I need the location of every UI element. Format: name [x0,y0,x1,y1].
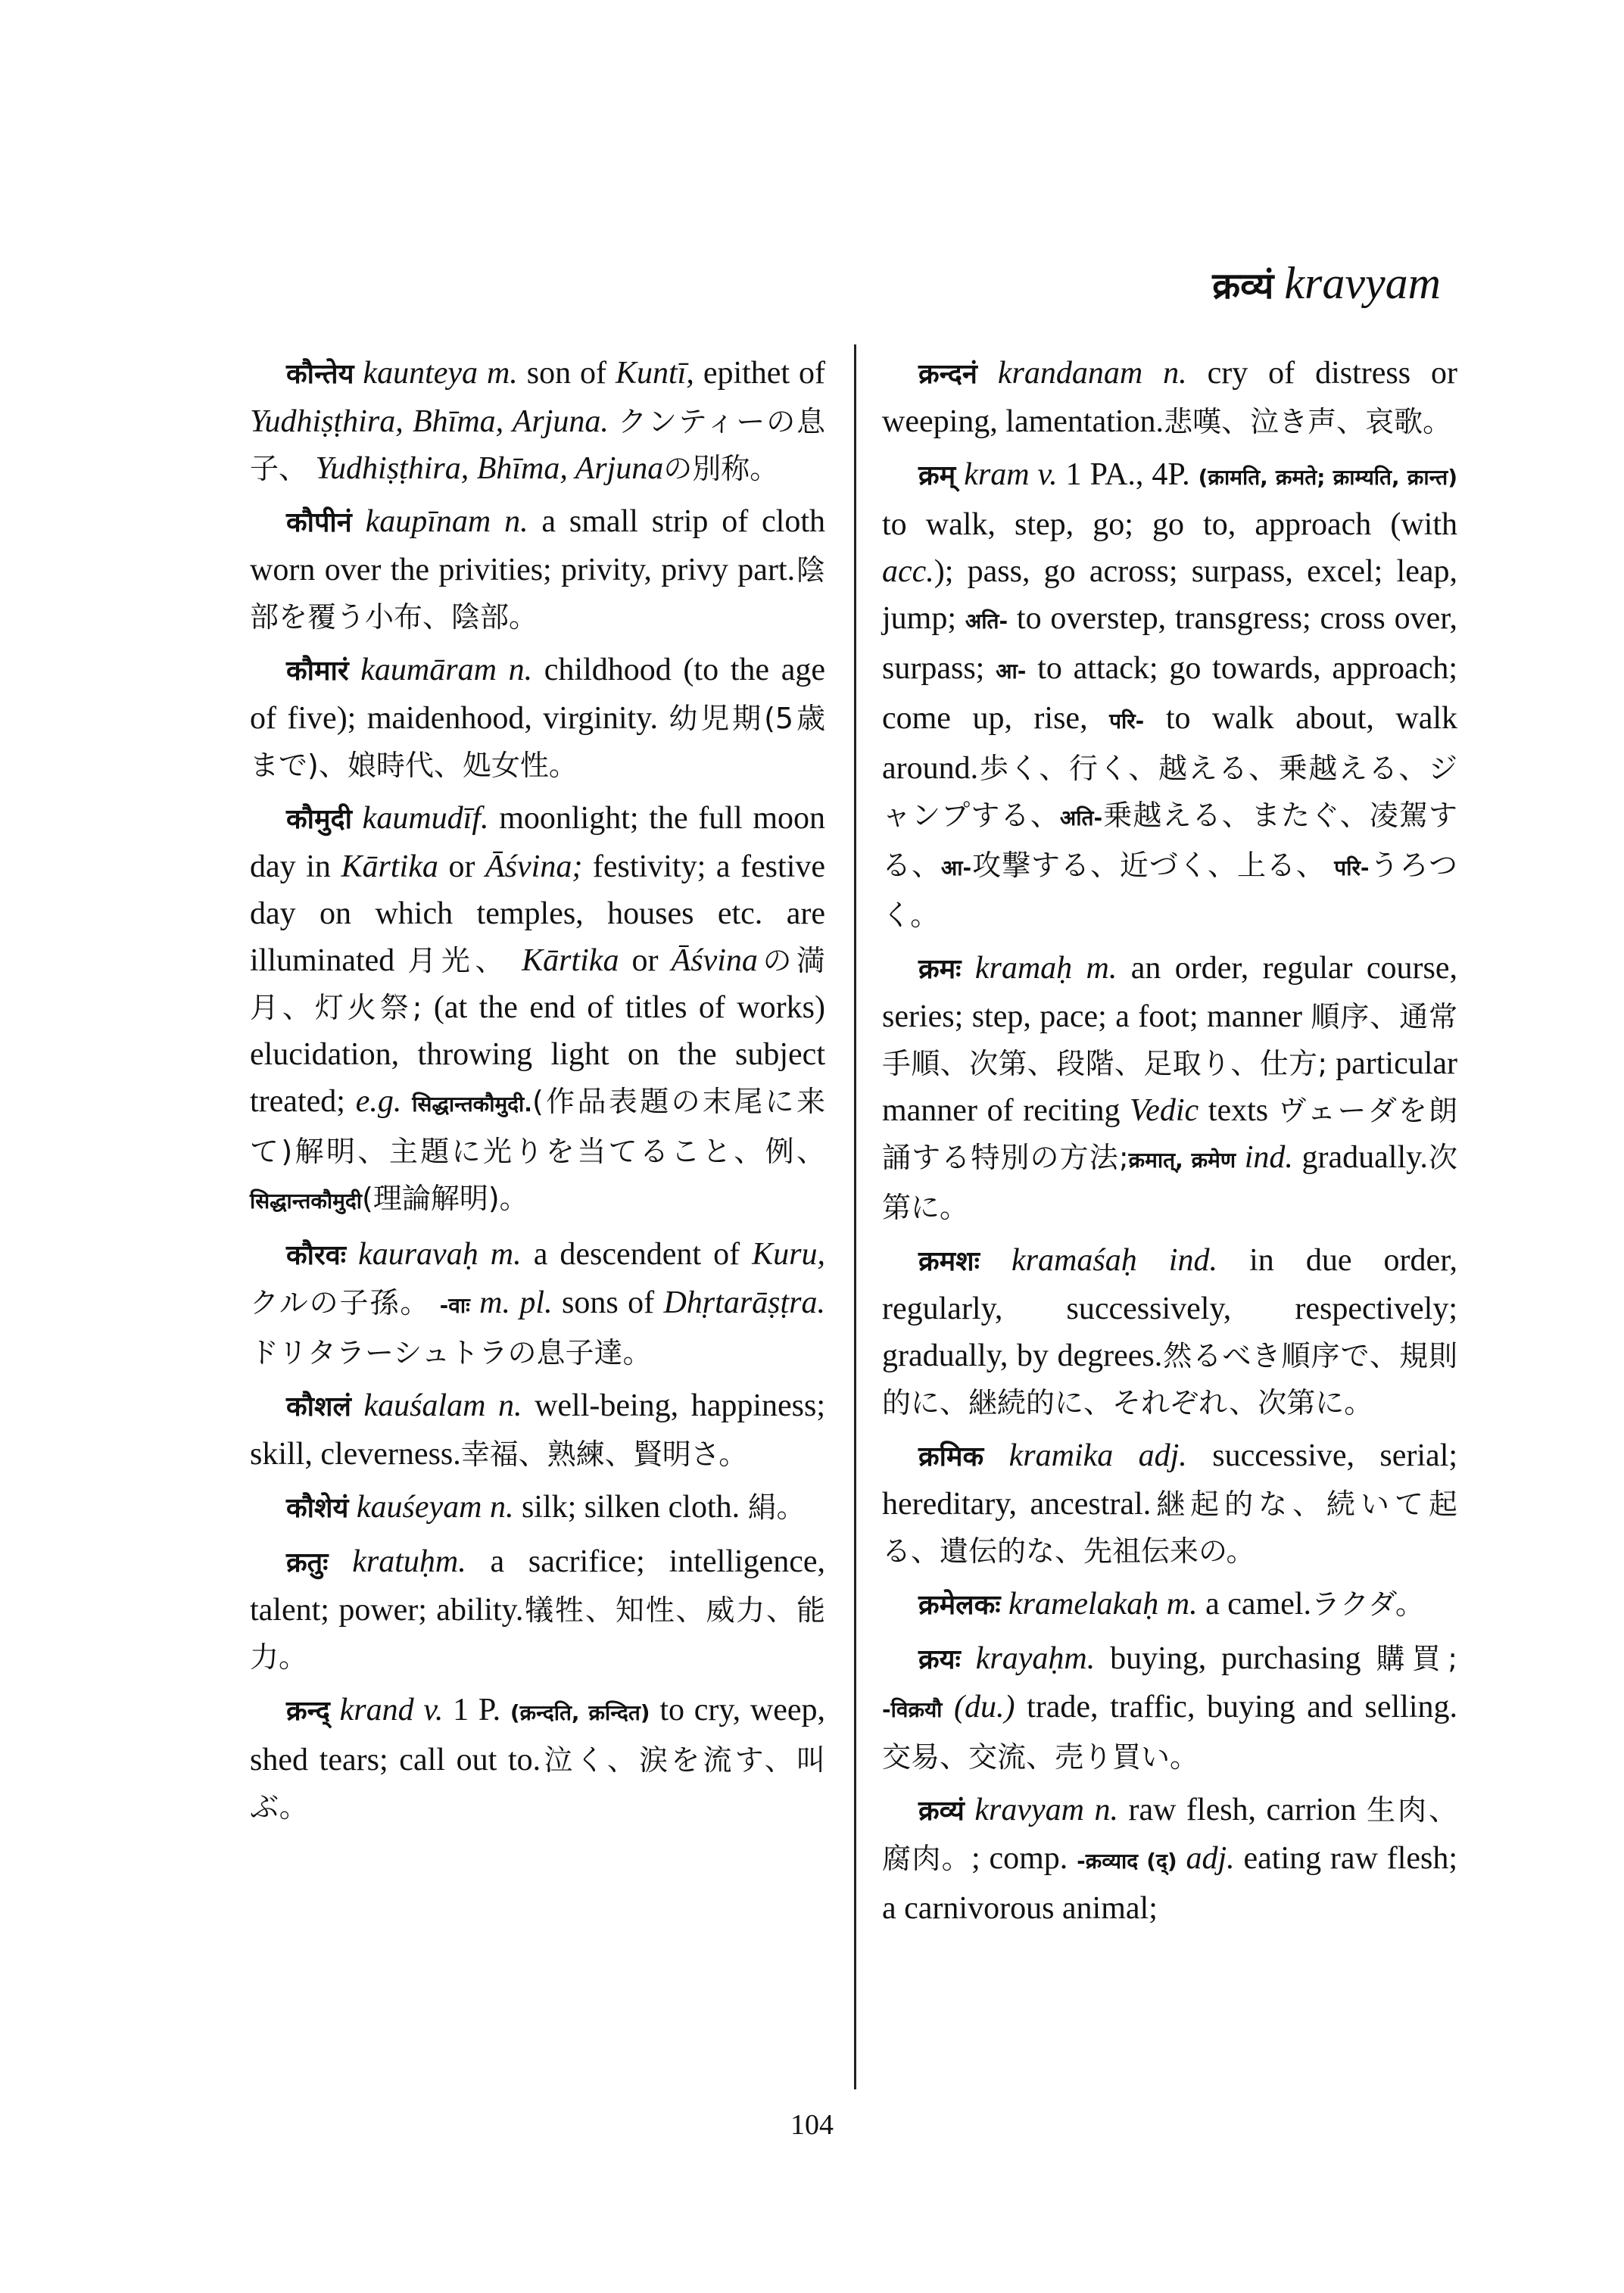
headword-devanagari: कौपीनं [286,507,352,538]
japanese-gloss: 泣く、涙を流す、叫ぶ。 [250,1743,825,1824]
headword-devanagari: क्रमेलकः [918,1590,1001,1621]
japanese-gloss: の別称。 [663,452,779,485]
japanese-gloss: 歩く、行く、越える、乗越える、ジャンプする、 [882,752,1457,832]
part-of-speech: n. [508,653,533,687]
entry-kravyam [882,1787,1457,1932]
headword-devanagari: कौमारं [286,656,349,687]
japanese-gloss: クンティーの息子、 [250,405,826,485]
devanagari-compound: -क्रव्याद (द्) [1077,1849,1177,1874]
entry-kausalam [250,1382,825,1478]
devanagari-prefix: आ- [940,855,972,880]
definition: a camel. [1205,1587,1312,1622]
headword-devanagari: कौशेयं [286,1493,349,1524]
headword-devanagari: क्रमिक [918,1441,984,1472]
japanese-gloss: 悲嘆、泣き声、哀歌。 [1164,405,1452,438]
definition: cry of distress or weeping, lamentation. [882,356,1458,439]
headword-roman: kramaśaḥ [1011,1243,1137,1278]
japanese-gloss: 交易、交流、売り買い。 [882,1740,1199,1774]
definition-italic: Āśvina; [485,849,583,884]
headword-roman: kravyam [974,1793,1084,1827]
part-of-speech: v. [423,1693,444,1728]
definition: to attack; go towards, approach; come up, rise, [882,651,1458,736]
definition: successive, serial; hereditary, ancestral. [882,1438,1458,1522]
headword-roman: kaupīnam [365,504,491,539]
definition: sons of [561,1285,655,1320]
devanagari-prefix: अति- [965,609,1008,634]
entry-kratuh [250,1538,825,1681]
headword-roman: krandanam [997,356,1143,391]
headword-devanagari: क्रमशः [918,1246,980,1277]
part-of-speech: m. [1064,1641,1096,1676]
definition: to cry, weep, shed tears; call out to. [250,1693,826,1777]
japanese-gloss: ヴェーダを朗誦する特別の方法; [882,1094,1458,1174]
entry-kauravah [250,1231,825,1376]
part-of-speech: f. [472,801,489,836]
devanagari-subentry: -विक्रयौ [882,1697,943,1722]
page-number: 104 [790,2109,834,2141]
devanagari-forms: क्रमात्, क्रमेण [1128,1148,1236,1173]
japanese-gloss: 次第に。 [882,1141,1457,1224]
headword-roman: kramelakaḥ [1008,1587,1159,1622]
japanese-gloss: 絹。 [747,1491,806,1524]
entry-kaumudi [250,795,825,1225]
headword-roman: kaunteya [363,356,478,391]
definition: to overstep, transgress; cross over, surpass; [882,601,1458,686]
headword-devanagari: कौन्तेय [286,359,354,390]
right-column [882,350,1457,1938]
header-devanagari: क्रव्यं [1212,265,1274,307]
definition-italic: Kārtika [522,943,619,978]
japanese-gloss: ラクダ。 [1311,1587,1425,1621]
entry-kaupinam [250,498,825,640]
headword-devanagari: क्रव्यं [918,1796,965,1827]
headword-devanagari: क्रमः [918,954,962,985]
definition: a descendent of [533,1237,740,1272]
devanagari-forms: (क्रामति, क्रमते; क्राम्यति, क्रान्त) [1198,465,1458,490]
definition: well-being, happiness; skill, cleverness. [250,1388,826,1472]
definition: buying, purchasing [1110,1641,1361,1676]
definition: 1 PA., 4P. [1065,457,1190,492]
part-of-speech: v. [1037,457,1058,492]
definition-italic: Yudhiṣṭhira, Bhīma, Arjuna [315,451,664,486]
devanagari-example: सिद्धान्तकौमुदी [250,1189,363,1213]
japanese-gloss: 順序、通常手順、次第、段階、足取り、仕方; [882,1000,1457,1080]
part-of-speech: adj. [1138,1438,1187,1473]
header-roman: kravyam [1284,258,1441,308]
japanese-gloss: クルの子孫。 [250,1286,431,1319]
definition: to walk about, walk around. [882,701,1458,786]
devanagari-prefix: आ- [996,659,1027,684]
definition: a small strip of cloth worn over the privities; privity, privy part. [250,504,826,587]
definition: silk; silken cloth. [521,1490,740,1525]
entry-krandanam [882,350,1457,445]
definition-italic: Yudhiṣṭhira, Bhīma, Arjuna. [250,404,609,439]
running-header [1212,257,1441,310]
headword-roman: kauravaḥ [358,1237,478,1272]
japanese-gloss: 月光、 [407,944,510,977]
headword-roman: kauśalam [363,1388,486,1423]
devanagari-prefix: परि- [1109,709,1145,734]
part-of-speech: m. [490,1237,522,1272]
headword-devanagari: क्रन्द् [286,1696,330,1727]
entry-kramika [882,1432,1457,1575]
definition: ); pass, go across; surpass, excel; leap, jump; [882,554,1457,636]
entry-kramasah [882,1237,1457,1426]
entry-kramelakah [882,1581,1457,1629]
definition-italic: acc. [882,554,934,589]
entry-krand [250,1687,825,1830]
definition: an order, regular course, series; step, pace; a foot; manner [882,951,1457,1034]
japanese-gloss: 幸福、熟練、賢明さ。 [460,1438,748,1471]
part-of-speech: n. [1094,1793,1118,1827]
headword-devanagari: क्रम् [918,460,956,491]
entry-kaunteya [250,350,825,492]
entry-kauseyam [250,1484,825,1532]
devanagari-prefix: परि- [1334,855,1370,880]
headword-roman: kram [964,457,1030,492]
headword-devanagari: क्रयः [918,1644,961,1675]
definition: trade, traffic, buying and selling. [1027,1690,1458,1724]
entry-krayah [882,1635,1457,1781]
definition: 1 P. [453,1693,501,1728]
headword-devanagari: कौरवः [286,1240,346,1271]
japanese-gloss: うろつく。 [882,849,1458,932]
japanese-gloss: 然るべき順序で、規則的に、継続的に、それぞれ、次第に。 [882,1339,1457,1419]
headword-roman: kratuḥ [352,1544,435,1579]
definition: texts [1208,1093,1269,1128]
definition-italic: Kārtika [341,849,438,884]
definition: eating raw flesh; a carnivorous animal; [882,1841,1458,1926]
part-of-speech: n. [489,1490,514,1525]
definition-italic: Dhṛtarāṣṭra. [663,1285,826,1320]
definition-italic: (du.) [954,1690,1015,1724]
part-of-speech: n. [504,504,528,539]
entry-kaumaram [250,646,825,789]
part-of-speech: ind. [1168,1243,1217,1278]
definition-italic: ind. [1244,1140,1293,1175]
headword-devanagari: कौमुदी [286,804,352,835]
definition-italic: Āśvina [671,943,758,978]
definition-italic: e.g. [355,1084,402,1119]
japanese-gloss: (作品表題の末尾に来て)解明、主題に光りを当てること、例、 [250,1085,826,1168]
definition: or [448,849,475,884]
headword-roman: kramaḥ [974,951,1073,986]
definition-italic: Vedic [1130,1093,1199,1128]
definition: a sacrifice; intelligence, talent; power; ability. [250,1544,826,1628]
left-column [250,350,825,1837]
headword-roman: kaumāram [360,653,497,687]
headword-roman: krand [339,1693,414,1728]
headword-roman: kramika [1008,1438,1114,1473]
definition: ; comp. [971,1841,1068,1876]
definition: to walk, step, go; go to, approach (with [882,507,1457,542]
definition: in due order, regularly, successively, respectively; gradually, by degrees. [882,1243,1457,1373]
headword-devanagari: कौशलं [286,1391,351,1422]
definition: or [631,943,659,978]
headword-devanagari: क्रतुः [286,1547,329,1578]
headword-roman: krayaḥ [975,1641,1064,1676]
definition-italic: adj. [1186,1841,1235,1876]
definition: son of [526,356,607,391]
definition: raw flesh, carrion [1128,1793,1357,1827]
devanagari-forms: (क्रन्दति, क्रन्दित) [510,1700,650,1725]
definition-italic: Kuru, [752,1237,825,1272]
devanagari-prefix: अति- [1059,805,1103,830]
devanagari-subentry: -वाः [439,1293,470,1318]
japanese-gloss: 生肉、腐肉。 [882,1793,1457,1875]
part-of-speech: n. [498,1388,522,1423]
definition: epithet of [703,356,826,391]
japanese-gloss: 犠牲、知性、威力、能力。 [250,1594,825,1674]
definition: childhood (to the age of five); maidenhood, virginity. [250,653,826,736]
japanese-gloss: (理論解明)。 [362,1182,528,1215]
definition: (at the end of titles of works) elucidation, throwing light on the subject treated; [250,990,825,1119]
japanese-gloss: 継起的な、続いて起る、遺伝的な、先祖伝来の。 [882,1488,1457,1568]
devanagari-example: सिद्धान्तकौमुदी. [412,1092,532,1117]
definition: particular manner of reciting [882,1046,1458,1128]
definition-italic: m. pl. [479,1285,553,1320]
part-of-speech: m. [1166,1587,1198,1622]
japanese-gloss: 陰部を覆う小布、陰部。 [250,553,825,634]
definition: festivity; a festive day on which temples, houses etc. are illuminated [250,849,826,978]
entry-kramah [882,945,1457,1231]
headword-devanagari: क्रन्दनं [918,359,977,390]
japanese-gloss: 乗越える、またぐ、凌駕する、 [882,799,1457,882]
part-of-speech: m. [1086,951,1117,986]
japanese-gloss: 購買; [1376,1642,1457,1675]
column-divider [854,344,856,2089]
definition: moonlight; the full moon day in [250,801,826,884]
definition-italic: Kuntī, [616,356,694,391]
definition: gradually. [1301,1140,1428,1175]
part-of-speech: m. [435,1544,466,1579]
part-of-speech: m. [486,356,518,391]
headword-roman: kauśeyam [356,1490,482,1525]
japanese-gloss: 攻撃する、近づく、上る、 [971,849,1326,882]
part-of-speech: n. [1163,356,1187,391]
headword-roman: kaumudī [362,801,472,836]
japanese-gloss: 幼児期(5歳まで)、娘時代、処女性。 [250,702,825,782]
japanese-gloss: の満月、灯火祭; [250,944,826,1024]
japanese-gloss: ドリタラーシュトラの息子達。 [250,1336,652,1369]
entry-kram [882,451,1457,939]
